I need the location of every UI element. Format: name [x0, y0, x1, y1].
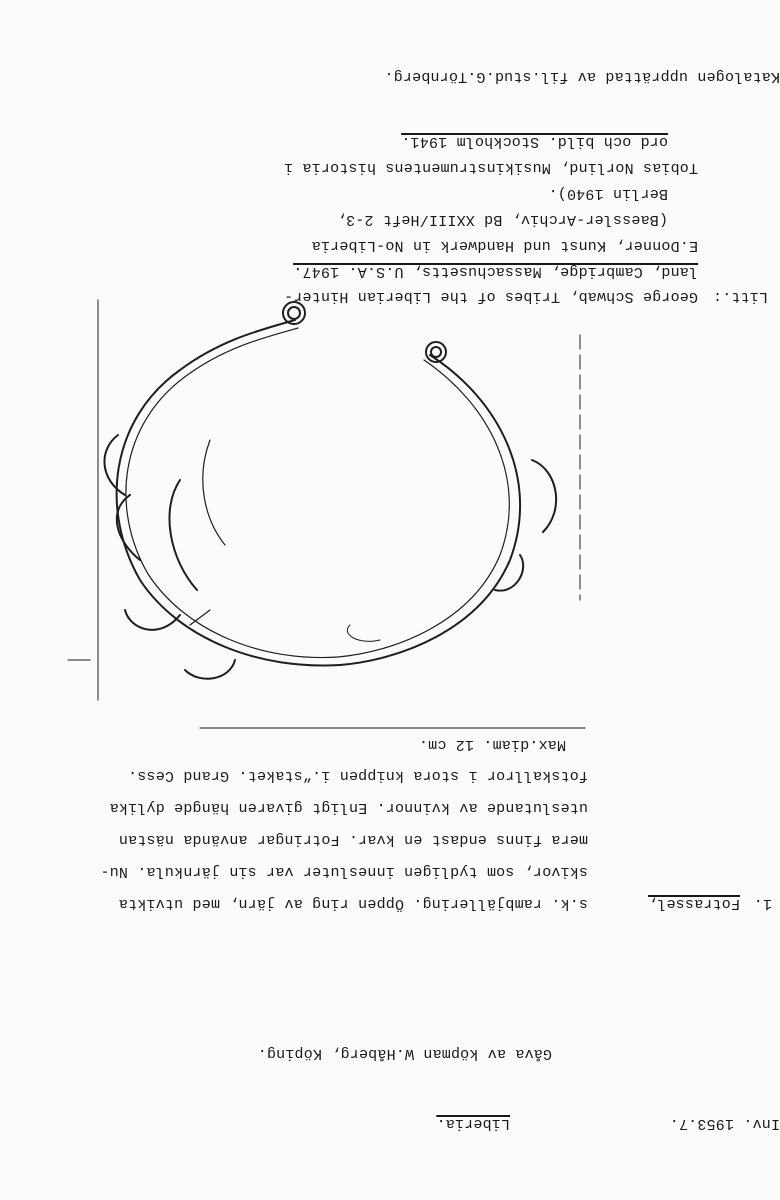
lit-schwab-line: George Schwab, Tribes of the Liberian Hinter-: [283, 288, 698, 305]
entry-title: Fotrassel,: [647, 895, 740, 912]
literature-label: Litt.:: [712, 288, 768, 305]
entry-description-line: s.k. rambjällering. Öppen ring av järn, med utvikta: [118, 895, 588, 912]
inventory-number: Inv. 1953.7.: [669, 1115, 780, 1132]
entry-number: 1.: [753, 895, 772, 912]
entry-description-line: skivor, som tydligen innesluter var sin järnkula. Nu-: [100, 863, 588, 880]
cataloguer-note: Katalogen upprättad av fil.stud.G.Törnberg.: [384, 68, 780, 85]
entry-description-line: mera finns endast en kvar. Fotringar använda nästan: [118, 831, 588, 848]
lit-schwab-line: land, Cambridge, Massachusetts, U.S.A. 1947.: [293, 263, 698, 280]
lit-donner-line: Berlin 1940).: [548, 185, 668, 202]
entry-description-line: fotskallror i stora knippen i.“staket. Grand Cess.: [127, 767, 588, 784]
country-heading: Liberia.: [436, 1115, 510, 1132]
lit-norlind-line: Tobias Norlind, Musikinstrumentens historia i: [283, 159, 698, 176]
lit-donner-line: (Baessler-Archiv, Bd XXIII/Heft 2-3,: [336, 211, 668, 228]
donor-line: Gåva av köpman W.Håberg, Köping.: [257, 1045, 552, 1062]
entry-description-line: uteslutande av kvinnor. Enligt givaren hängde dylika: [109, 799, 588, 816]
measurement: Max.diam. 12 cm.: [418, 736, 566, 753]
lit-norlind-line: ord och bild. Stockholm 1941.: [401, 133, 668, 150]
lit-donner-line: E.Donner, Kunst und Handwerk in No-Liberia: [311, 237, 698, 254]
